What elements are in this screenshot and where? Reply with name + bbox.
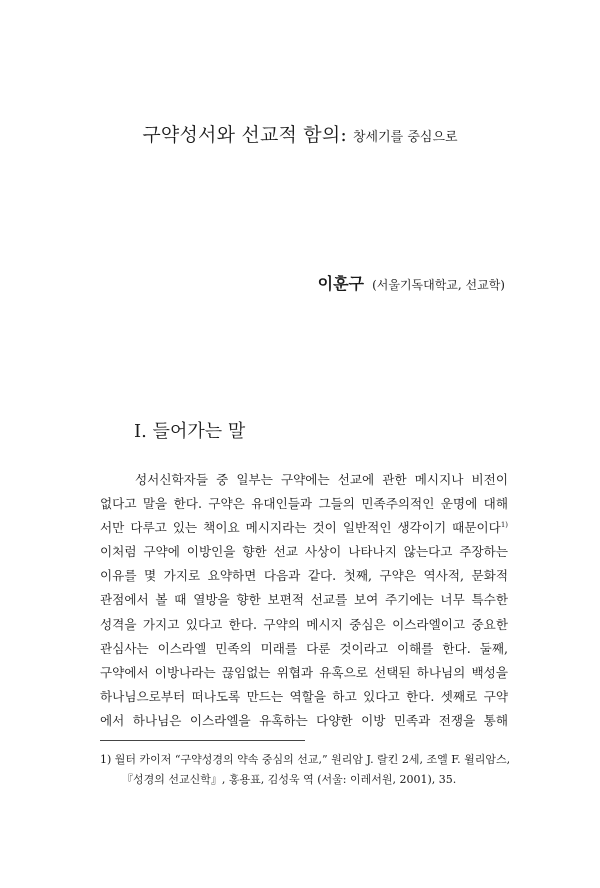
- body-line: 성격을 가지고 있다고 한다. 구약의 메시지 중심은 이스라엘이고 중요한: [100, 616, 508, 632]
- body-line: 없다고 말을 한다. 구약은 유대인들과 그들의 민족주의적인 운명에 대해: [100, 496, 508, 512]
- title-subtitle: 창세기를 중심으로: [353, 130, 458, 145]
- footnote-divider: [100, 740, 305, 741]
- article-title: [0, 120, 600, 147]
- author-byline: [318, 271, 505, 294]
- body-line-with-footnote: [100, 516, 508, 540]
- body-line: 에서 하나님은 이스라엘을 유혹하는 다양한 이방 민족과 전쟁을 통해: [100, 712, 508, 728]
- body-line: 성서신학자들 중 일부는 구약에는 선교에 관한 메시지나 비전이: [135, 472, 508, 487]
- body-line: 구약에서 이방나라는 끊임없는 위협과 유혹으로 선택된 하나님의 백성을: [100, 664, 508, 680]
- footnote-reference[interactable]: 1): [500, 521, 508, 530]
- footnote-line: 『성경의 선교신학』, 홍용표, 김성욱 역 (서울: 이레서원, 2001), 35.: [122, 773, 457, 786]
- body-line: 하나님으로부터 떠나도록 만드는 역할을 하고 있다고 한다. 셋째로 구약: [100, 688, 508, 704]
- author-affiliation: (서울기독대학교, 선교학): [372, 278, 505, 292]
- body-line: 이유를 몇 가지로 요약하면 다음과 같다. 첫째, 구약은 역사적, 문화적: [100, 568, 508, 584]
- body-line-text: 서만 다루고 있는 책이요 메시지라는 것이 일반적인 생각이기 때문이다: [100, 520, 501, 536]
- section-heading: I. 들어가는 말: [134, 421, 246, 442]
- body-paragraph: [100, 468, 508, 733]
- body-line: 관심사는 이스라엘 민족의 미래를 다룬 것이라고 이해를 한다. 둘째,: [100, 640, 508, 656]
- body-line: 관점에서 볼 때 열방을 향한 보편적 선교를 보여 주기에는 너무 특수한: [100, 592, 508, 608]
- footnote-line: 1) 월터 카이저 “구약성경의 약속 중심의 선교,” 원리암 J. 랄킨 2세, 조엘 F. 윌리암스,: [100, 753, 511, 766]
- footnote: [100, 750, 511, 790]
- title-main: 구약성서와 선교적 함의:: [142, 124, 347, 146]
- author-name: 이훈구: [317, 274, 364, 293]
- body-line: 이처럼 구약에 이방인을 향한 선교 사상이 나타나지 않는다고 주장하는: [100, 544, 508, 560]
